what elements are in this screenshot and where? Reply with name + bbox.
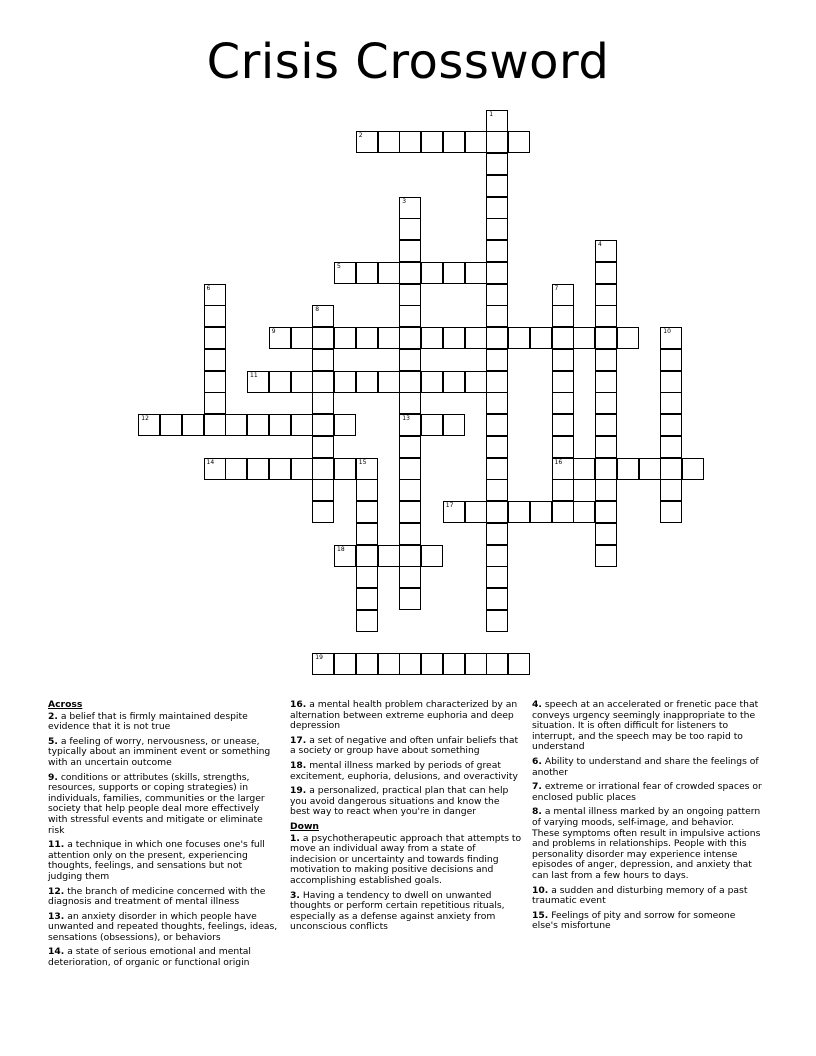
clue-number: 19. <box>290 785 307 797</box>
grid-cell[interactable] <box>508 327 530 349</box>
grid-cell[interactable] <box>639 458 661 480</box>
grid-cell[interactable] <box>682 458 704 480</box>
grid-cell[interactable] <box>334 262 356 284</box>
grid-cell[interactable] <box>660 501 682 523</box>
grid-cell[interactable] <box>378 131 400 153</box>
grid-cell[interactable] <box>356 458 378 480</box>
grid-cell[interactable] <box>247 371 269 393</box>
grid-cell[interactable] <box>356 588 378 610</box>
grid-cell[interactable] <box>204 371 226 393</box>
grid-cell[interactable] <box>421 545 443 567</box>
grid-cell[interactable] <box>312 349 334 371</box>
grid-cell[interactable] <box>486 153 508 175</box>
grid-cell[interactable] <box>399 240 421 262</box>
grid-cell[interactable] <box>312 305 334 327</box>
grid-cell[interactable] <box>465 371 487 393</box>
grid-cell[interactable] <box>552 327 574 349</box>
clue-item <box>48 712 278 733</box>
grid-cell[interactable] <box>312 392 334 414</box>
grid-cell[interactable] <box>399 653 421 675</box>
clue-text: a psychotherapeutic approach that attempts to move an individual away from a state of indecision or uncertainty and towards finding motivation to making positive decisions and accomplishing established goals. <box>290 832 522 886</box>
grid-cell[interactable] <box>486 327 508 349</box>
grid-cell[interactable] <box>552 479 574 501</box>
grid-cell[interactable] <box>486 175 508 197</box>
grid-cell[interactable] <box>486 110 508 132</box>
grid-cell[interactable] <box>552 349 574 371</box>
clue-number-label: 2 <box>358 132 363 140</box>
clue-text: a sudden and disturbing memory of a past traumatic event <box>532 884 748 907</box>
grid-cell[interactable] <box>269 414 291 436</box>
clue-number: 7. <box>532 781 542 793</box>
clue-number: 10. <box>532 884 549 896</box>
clue-number: 6. <box>532 755 542 767</box>
grid-cell[interactable] <box>443 414 465 436</box>
clue-text: a belief that is firmly maintained despite evidence that it is not true <box>48 710 248 733</box>
grid-cell[interactable] <box>595 262 617 284</box>
clue-number-label: 14 <box>206 458 215 466</box>
clue-number-label: 18 <box>337 545 345 553</box>
clue-text: a feeling of worry, nervousness, or unease, typically about an imminent event or something with an uncertain outcome <box>48 735 271 768</box>
grid-cell[interactable] <box>334 327 356 349</box>
grid-cell[interactable] <box>486 131 508 153</box>
clue-number: 5. <box>48 735 58 747</box>
grid-cell[interactable] <box>573 458 595 480</box>
grid-cell[interactable] <box>573 501 595 523</box>
grid-cell[interactable] <box>269 458 291 480</box>
clue-text: mental illness marked by periods of great excitement, euphoria, delusions, and overactivity <box>290 759 518 782</box>
grid-cell[interactable] <box>421 371 443 393</box>
clue-number: 18. <box>290 759 307 771</box>
grid-cell[interactable] <box>443 653 465 675</box>
clue-text: an anxiety disorder in which people have unwanted and repeated thoughts, feelings, ideas, sensations (obsessions), or behaviors <box>48 910 278 943</box>
grid-cell[interactable] <box>465 131 487 153</box>
grid-cell[interactable] <box>334 414 356 436</box>
clue-text: speech at an accelerated or frenetic pace that conveys urgency seemingly inappropriate to the situation. It is often difficult for listeners to interrupt, and the speech may be too rapid to understand <box>532 699 759 753</box>
grid-cell[interactable] <box>595 327 617 349</box>
clue-number-label: 7 <box>554 284 559 292</box>
clue-number-label: 17 <box>445 502 454 509</box>
grid-cell[interactable] <box>508 501 530 523</box>
grid-cell[interactable] <box>356 327 378 349</box>
grid-cell[interactable] <box>356 371 378 393</box>
clue-number: 17. <box>290 734 307 746</box>
grid-cell[interactable] <box>421 414 443 436</box>
grid-cell[interactable] <box>269 327 291 349</box>
grid-cell[interactable] <box>399 327 421 349</box>
clue-number-label: 8 <box>315 306 320 314</box>
grid-cell[interactable] <box>486 349 508 371</box>
grid-cell[interactable] <box>595 305 617 327</box>
grid-cell[interactable] <box>552 436 574 458</box>
grid-cell[interactable] <box>486 371 508 393</box>
grid-cell[interactable] <box>356 523 378 545</box>
clue-number: 12. <box>48 885 65 897</box>
grid-cell[interactable] <box>486 566 508 588</box>
grid-cell[interactable] <box>204 284 226 306</box>
grid-cell[interactable] <box>356 653 378 675</box>
grid-cell[interactable] <box>399 588 421 610</box>
grid-cell[interactable] <box>595 479 617 501</box>
grid-cell[interactable] <box>399 479 421 501</box>
clue-text: a personalized, practical plan that can help you avoid dangerous situations and know the best way to react when you're in danger <box>290 785 509 818</box>
clue-text: a state of serious emotional and mental deterioration, of organic or functional origin <box>48 946 251 969</box>
clue-number: 16. <box>290 699 307 710</box>
clue-number-label: 1 <box>489 110 494 118</box>
grid-cell[interactable] <box>443 327 465 349</box>
grid-cell[interactable] <box>617 327 639 349</box>
grid-cell[interactable] <box>399 523 421 545</box>
grid-cell[interactable] <box>399 392 421 414</box>
clue-item <box>532 911 764 932</box>
grid-cell[interactable] <box>160 414 182 436</box>
grid-cell[interactable] <box>660 458 682 480</box>
grid-cell[interactable] <box>399 262 421 284</box>
grid-cell[interactable] <box>291 371 313 393</box>
grid-cell[interactable] <box>595 349 617 371</box>
grid-cell[interactable] <box>595 436 617 458</box>
clue-item <box>48 737 278 769</box>
clue-number-label: 11 <box>250 371 258 379</box>
grid-cell[interactable] <box>465 327 487 349</box>
grid-cell[interactable] <box>595 458 617 480</box>
grid-cell[interactable] <box>552 458 574 480</box>
grid-cell[interactable] <box>204 327 226 349</box>
grid-cell[interactable] <box>465 262 487 284</box>
clues-column-3 <box>532 700 764 936</box>
grid-cell[interactable] <box>486 610 508 632</box>
grid-cell[interactable] <box>204 458 226 480</box>
grid-cell[interactable] <box>421 131 443 153</box>
grid-cell[interactable] <box>312 436 334 458</box>
grid-cell[interactable] <box>356 131 378 153</box>
grid-cell[interactable] <box>312 414 334 436</box>
grid-cell[interactable] <box>399 501 421 523</box>
grid-cell[interactable] <box>399 305 421 327</box>
clue-item <box>48 840 278 882</box>
grid-cell[interactable] <box>291 458 313 480</box>
grid-cell[interactable] <box>399 436 421 458</box>
clue-text: Ability to understand and share the feelings of another <box>532 755 759 778</box>
clue-item <box>290 891 522 933</box>
page-title: Crisis Crossword <box>206 34 610 90</box>
grid-cell[interactable] <box>573 327 595 349</box>
grid-cell[interactable] <box>291 414 313 436</box>
clue-number: 8. <box>532 806 542 818</box>
grid-cell[interactable] <box>356 566 378 588</box>
clue-item <box>532 757 764 778</box>
grid-cell[interactable] <box>204 349 226 371</box>
grid-cell[interactable] <box>486 479 508 501</box>
clue-item <box>48 947 278 968</box>
clue-number-label: 13 <box>402 415 410 422</box>
grid-cell[interactable] <box>486 523 508 545</box>
grid-cell[interactable] <box>486 392 508 414</box>
grid-cell[interactable] <box>660 327 682 349</box>
grid-cell[interactable] <box>552 501 574 523</box>
grid-cell[interactable] <box>225 414 247 436</box>
clue-text: a mental health problem characterized by an alternation between extreme euphoria and deep depression <box>290 699 518 732</box>
grid-cell[interactable] <box>443 131 465 153</box>
grid-cell[interactable] <box>334 545 356 567</box>
across-clue-list <box>48 712 278 969</box>
grid-cell[interactable] <box>443 262 465 284</box>
grid-cell[interactable] <box>138 414 160 436</box>
clue-text: Feelings of pity and sorrow for someone else's misfortune <box>532 909 736 932</box>
grid-cell[interactable] <box>660 479 682 501</box>
grid-cell[interactable] <box>356 262 378 284</box>
clue-item <box>532 886 764 907</box>
grid-cell[interactable] <box>486 218 508 240</box>
grid-cell[interactable] <box>508 653 530 675</box>
grid-cell[interactable] <box>399 414 421 436</box>
grid-cell[interactable] <box>312 458 334 480</box>
clue-item <box>48 887 278 908</box>
clue-number: 11. <box>48 839 65 851</box>
grid-cell[interactable] <box>378 653 400 675</box>
down-clue-list <box>290 834 522 933</box>
clue-number-label: 3 <box>402 197 407 205</box>
clue-number-label: 16 <box>554 458 563 466</box>
grid-cell[interactable] <box>552 371 574 393</box>
clue-text: a technique in which one focuses one's full attention only on the present, experiencing thoughts, feelings, and sensations but not judging them <box>48 839 265 882</box>
grid-cell[interactable] <box>399 458 421 480</box>
grid-cell[interactable] <box>247 458 269 480</box>
across-clue-list-continued <box>290 700 522 818</box>
grid-cell[interactable] <box>378 371 400 393</box>
clue-number-label: 12 <box>141 415 149 422</box>
across-heading: Across <box>48 699 83 710</box>
grid-cell[interactable] <box>595 240 617 262</box>
grid-cell[interactable] <box>465 501 487 523</box>
grid-cell[interactable] <box>486 545 508 567</box>
grid-cell[interactable] <box>421 653 443 675</box>
grid-cell[interactable] <box>334 371 356 393</box>
clue-text: the branch of medicine concerned with the diagnosis and treatment of mental illness <box>48 885 266 908</box>
grid-cell[interactable] <box>552 392 574 414</box>
grid-cell[interactable] <box>486 262 508 284</box>
clue-number: 1. <box>290 832 300 844</box>
grid-cell[interactable] <box>204 414 226 436</box>
clue-number: 15. <box>532 909 549 921</box>
clue-item <box>290 834 522 887</box>
clues-column-1 <box>48 700 278 973</box>
grid-cell[interactable] <box>334 458 356 480</box>
clue-item <box>290 761 522 782</box>
grid-cell[interactable] <box>443 501 465 523</box>
clue-item <box>532 807 764 881</box>
grid-cell[interactable] <box>269 371 291 393</box>
grid-cell[interactable] <box>356 545 378 567</box>
grid-cell[interactable] <box>508 131 530 153</box>
grid-cell[interactable] <box>552 305 574 327</box>
clue-text: a set of negative and often unfair beliefs that a society or group have about something <box>290 734 519 757</box>
grid-cell[interactable] <box>595 545 617 567</box>
grid-cell[interactable] <box>486 240 508 262</box>
grid-cell[interactable] <box>617 458 639 480</box>
clue-number-label: 15 <box>358 458 367 466</box>
grid-cell[interactable] <box>530 501 552 523</box>
clues-column-2 <box>290 700 522 937</box>
grid-cell[interactable] <box>399 566 421 588</box>
grid-cell[interactable] <box>312 479 334 501</box>
grid-cell[interactable] <box>486 414 508 436</box>
grid-cell[interactable] <box>595 284 617 306</box>
grid-cell[interactable] <box>486 501 508 523</box>
clue-number: 2. <box>48 710 58 722</box>
grid-cell[interactable] <box>378 262 400 284</box>
grid-cell[interactable] <box>247 414 269 436</box>
grid-cell[interactable] <box>421 262 443 284</box>
grid-cell[interactable] <box>312 371 334 393</box>
grid-cell[interactable] <box>399 131 421 153</box>
grid-cell[interactable] <box>182 414 204 436</box>
grid-cell[interactable] <box>312 327 334 349</box>
grid-cell[interactable] <box>552 414 574 436</box>
grid-cell[interactable] <box>530 327 552 349</box>
grid-cell[interactable] <box>486 305 508 327</box>
down-heading: Down <box>290 820 319 832</box>
grid-cell[interactable] <box>204 305 226 327</box>
clue-item <box>290 786 522 818</box>
grid-cell[interactable] <box>204 392 226 414</box>
clue-text: a mental illness marked by an ongoing pattern of varying moods, self-image, and behavior. These symptoms often result in impulsive actions and problems in relationships. People with this personality disorder may experience intense episodes of anger, depression, and anxiety that can last from a few hours to days. <box>532 806 761 881</box>
clue-number: 4. <box>532 699 542 710</box>
grid-cell[interactable] <box>486 653 508 675</box>
clue-number: 14. <box>48 946 65 958</box>
clue-text: Having a tendency to dwell on unwanted thoughts or perform certain repetitious rituals, especially as a defense against anxiety from unconscious conflicts <box>290 889 505 933</box>
grid-cell[interactable] <box>595 414 617 436</box>
grid-cell[interactable] <box>660 349 682 371</box>
clue-text: conditions or attributes (skills, strengths, resources, supports or coping strategies) in individuals, families, communities or the larger society that help people deal more effectively with stressful events and mitigate or eliminate risk <box>48 771 265 836</box>
clue-number-label: 4 <box>598 241 602 248</box>
grid-cell[interactable] <box>378 327 400 349</box>
grid-cell[interactable] <box>291 327 313 349</box>
clue-item <box>532 700 764 753</box>
grid-cell[interactable] <box>465 653 487 675</box>
grid-cell[interactable] <box>595 523 617 545</box>
grid-cell[interactable] <box>421 327 443 349</box>
clue-number: 9. <box>48 771 58 783</box>
clue-item <box>532 782 764 803</box>
grid-cell[interactable] <box>378 545 400 567</box>
clue-number-label: 6 <box>206 284 211 292</box>
clue-number: 3. <box>290 889 300 901</box>
grid-cell[interactable] <box>486 588 508 610</box>
grid-cell[interactable] <box>660 414 682 436</box>
grid-cell[interactable] <box>443 371 465 393</box>
grid-cell[interactable] <box>399 545 421 567</box>
grid-cell[interactable] <box>595 392 617 414</box>
grid-cell[interactable] <box>486 197 508 219</box>
clue-item <box>48 912 278 944</box>
grid-cell[interactable] <box>552 284 574 306</box>
grid-cell[interactable] <box>356 501 378 523</box>
grid-cell[interactable] <box>356 610 378 632</box>
grid-cell[interactable] <box>595 501 617 523</box>
grid-cell[interactable] <box>334 653 356 675</box>
clue-item <box>290 736 522 757</box>
grid-cell[interactable] <box>486 458 508 480</box>
grid-cell[interactable] <box>312 501 334 523</box>
grid-cell[interactable] <box>312 653 334 675</box>
grid-cell[interactable] <box>399 349 421 371</box>
grid-cell[interactable] <box>660 392 682 414</box>
clue-item <box>48 773 278 837</box>
grid-cell[interactable] <box>595 371 617 393</box>
clue-number-label: 9 <box>271 328 276 335</box>
grid-cell[interactable] <box>660 436 682 458</box>
grid-cell[interactable] <box>486 436 508 458</box>
grid-cell[interactable] <box>399 218 421 240</box>
grid-cell[interactable] <box>486 284 508 306</box>
grid-cell[interactable] <box>225 458 247 480</box>
grid-cell[interactable] <box>399 284 421 306</box>
grid-cell[interactable] <box>660 371 682 393</box>
clue-text: extreme or irrational fear of crowded spaces or enclosed public places <box>532 781 762 803</box>
clue-item <box>290 700 522 732</box>
grid-cell[interactable] <box>399 197 421 219</box>
clue-number-label: 5 <box>337 262 341 270</box>
grid-cell[interactable] <box>399 371 421 393</box>
clue-number-label: 10 <box>663 328 671 335</box>
clue-number-label: 19 <box>315 654 323 662</box>
clue-number: 13. <box>48 910 65 922</box>
down-clue-list-continued <box>532 700 764 932</box>
grid-cell[interactable] <box>356 479 378 501</box>
